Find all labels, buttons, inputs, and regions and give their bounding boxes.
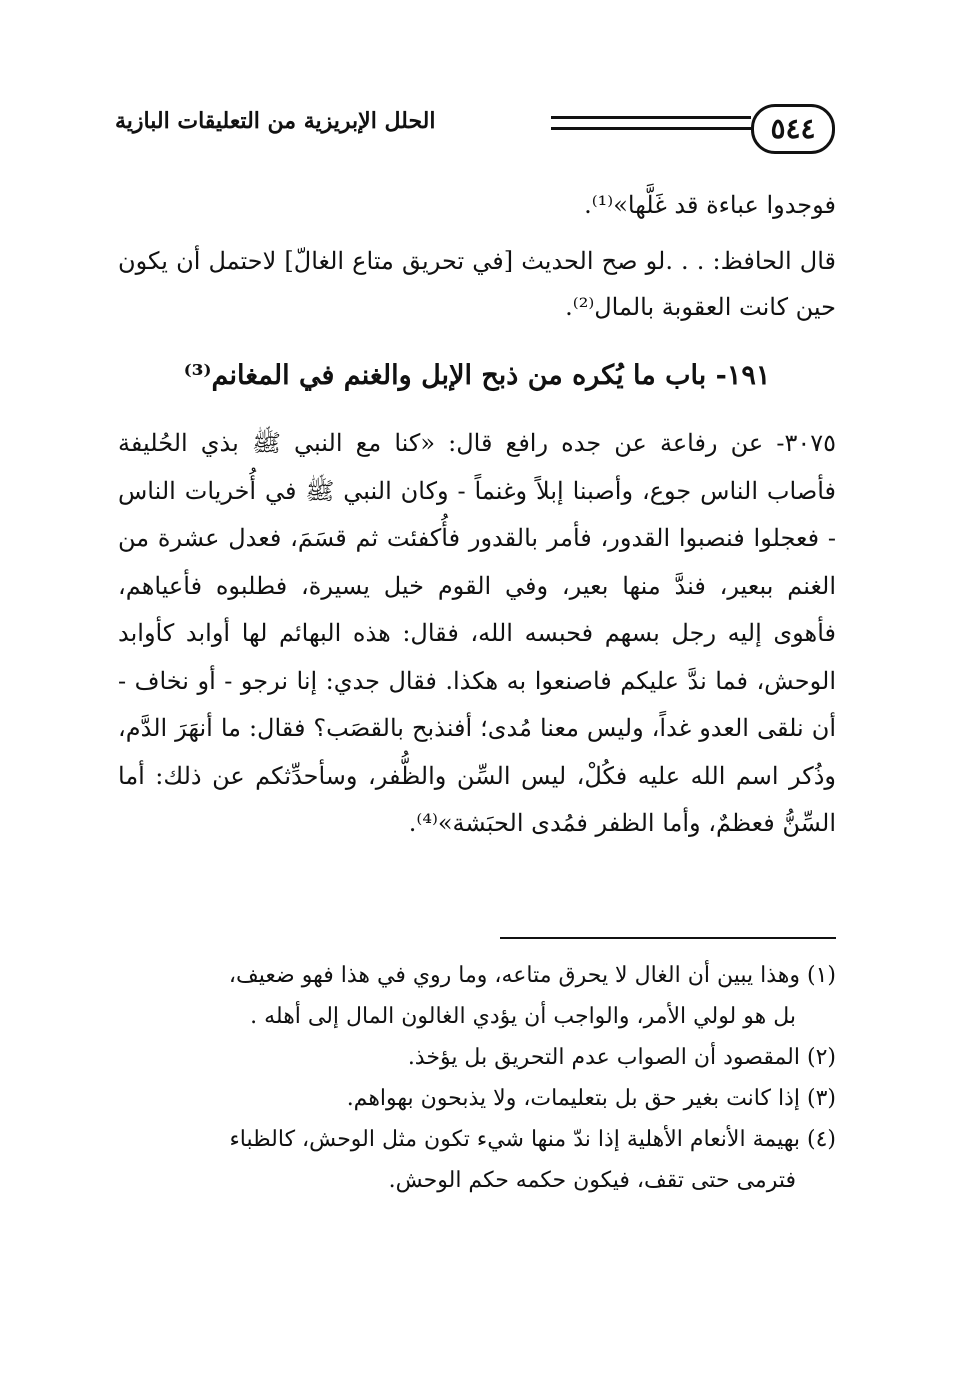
paragraph-2: قال الحافظ: . . .لو صح الحديث [في تحريق متاع الغالّ] لاحتمل أن يكون حين كانت العقوبة بالمال⁽²⁾. [118,247,836,321]
paragraph-1: فوجدوا عباءة قد غَلَّها»⁽¹⁾. [584,191,836,219]
hadith-text: ٣٠٧٥- عن رفاعة عن جده رافع قال: «كنا مع النبي ﷺ بذي الحُليفة فأصاب الناس جوع، وأصبنا إبلاً وغنماً - وكان النبي ﷺ في أُخريات الناس - فعجلوا فنصبوا القدور، فأمر بالقدور فأُكفئت ثم قسَمَ، فعدل عشرة من الغنم ببعير، فندَّ منها بعير، وفي القوم خيل يسيرة، فطلبوه فأعياهم، فأهوى إليه رجل بسهم فحبسه الله، فقال: هذه البهائم لها أوابد كأوابد الوحش، فما ندَّ عليكم فاصنعوا به هكذا. فقال جدي: إنا نرجو - أو نخاف - أن نلقى العدو غداً، وليس معنا مُدى؛ أفنذبح بالقصَب؟ فقال: ما أنهَرَ الدَّم، وذُكر اسم الله عليه فكُلْ، ليس السِّن والظُّفر، وسأحدِّثكم عن ذلك: أما السِّنُّ فعظمٌ، وأما الظفر فمُدى الحبَشة»⁽⁴⁾. [118,429,836,837]
chapter-heading: ١٩١- باب ما يُكره من ذبح الإبل والغنم في المغانم⁽³⁾ [183,360,771,391]
footnote-4: (٤) بهيمة الأنعام الأهلية إذا ندّ منها شيء تكون مثل الوحش، كالظباء [229,1127,836,1152]
footnote-1: (١) وهذا يبين أن الغال لا يحرق متاعه، وما روي في هذا فهو ضعيف، [228,963,836,988]
page-number: ٥٤٤ [751,104,835,154]
footnote-3: (٣) إذا كانت بغير حق بل بتعليمات، ولا يذبحون بهواهم. [346,1086,836,1111]
footnote-1-continued: بل هو لولي الأمر، والواجب أن يؤدي الغالون المال إلى أهله . [250,1004,796,1029]
footnote-2: (٢) المقصود أن الصواب عدم التحريق بل يؤخذ. [407,1045,836,1070]
footnote-4-continued: فترمى حتى تقف، فيكون حكمه حكم الوحش. [388,1168,796,1193]
hadith-block [118,420,836,848]
page-header [115,100,835,160]
footnote-separator [500,937,836,939]
body-text-top [118,182,836,330]
header-rule [551,116,751,130]
footnotes [118,955,836,1201]
book-title: الحلل الإبريزية من التعليقات البازية [115,108,436,134]
